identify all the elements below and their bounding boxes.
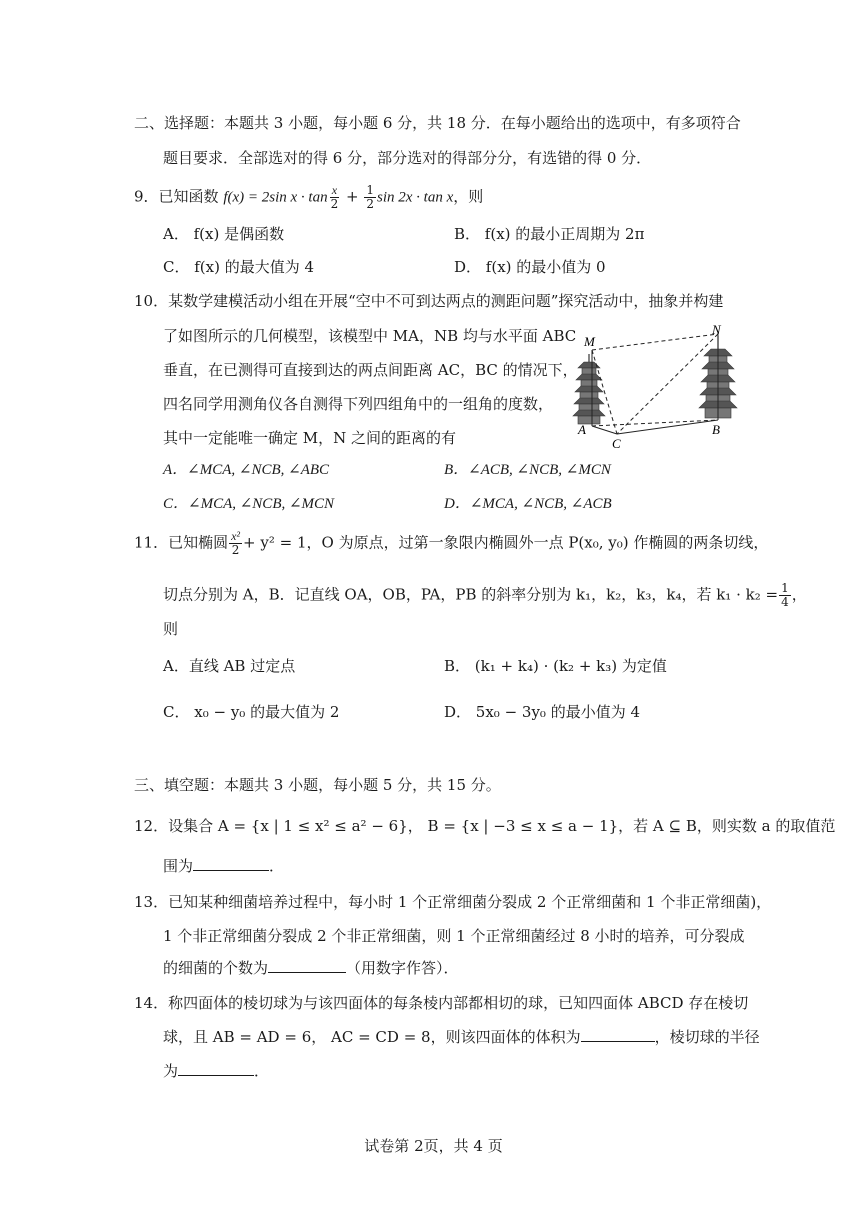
q14-line2-pre: 球，且 AB = AD = 6， AC = CD = 8，则该四面体的体积为: [163, 1028, 581, 1046]
q11-frac-num: x²: [231, 529, 241, 543]
line-AC: [592, 426, 617, 434]
q10-stem-line2: 了如图所示的几何模型，该模型中 MA，NB 均与水平面 ABC: [163, 327, 577, 345]
q9-stem: [134, 184, 483, 211]
q13-answer-blank: [268, 958, 346, 973]
q9-frac2-den: 2: [366, 197, 374, 211]
q12-answer-blank: [193, 856, 269, 871]
q13-line3-post: （用数字作答）．: [346, 959, 459, 977]
q11-option-b: B． (k₁ + k₄) · (k₂ + k₃) 为定值: [444, 657, 667, 675]
q11-stem-line1: [134, 530, 768, 557]
q11-frac-1-over-4: [779, 582, 791, 609]
q11-frac-x2-over-2: [229, 530, 242, 557]
q9-frac-x-over-2: [329, 184, 341, 211]
q13-line3-pre: 的细菌的个数为: [163, 959, 269, 977]
q14-stem-line1: 14．称四面体的棱切球为与该四面体的每条棱内部都相切的球，已知四面体 ABCD 存在棱切: [134, 994, 749, 1012]
section3-heading: 三、填空题：本题共 3 小题，每小题 5 分，共 15 分。: [134, 776, 501, 794]
q11-option-c: C． x₀ − y₀ 的最大值为 2: [163, 703, 340, 721]
section2-heading-line2: 题目要求．全部选对的得 6 分，部分选对的得部分分，有选错的得 0 分．: [163, 149, 652, 167]
q11-frac2-den: 4: [781, 595, 789, 609]
q9-frac1-den: 2: [330, 197, 339, 211]
q9-option-c: C． f(x) 的最大值为 4: [163, 258, 315, 276]
q11-prefix: 11．已知椭圆: [134, 533, 229, 552]
q14-answer-blank-radius: [178, 1061, 254, 1076]
q9-option-d: D． f(x) 的最小值为 0: [454, 258, 606, 276]
q11-line2-text: 切点分别为 A，B．记直线 OA，OB，PA，PB 的斜率分别为 k₁，k₂，k₃，k₄，若 k₁ · k₂ =: [163, 585, 779, 604]
q9-suffix: ，则: [453, 187, 484, 206]
q10-option-b: B．∠ACB, ∠NCB, ∠MCN: [444, 462, 611, 478]
q14-line2-post: ，棱切球的半径: [654, 1028, 760, 1046]
q13-stem-line3: [163, 958, 459, 978]
line-NC: [617, 334, 718, 434]
q12-stem-line2: [163, 856, 284, 876]
page-footer: 试卷第 2页，共 4 页: [364, 1137, 503, 1155]
q12-line2-pre: 围为: [163, 857, 194, 875]
q9-option-b: B． f(x) 的最小正周期为 2π: [454, 225, 645, 243]
fig-label-N: N: [712, 322, 721, 337]
q12-stem-line1: 12．设集合 A = {x | 1 ≤ x² ≤ a² − 6}， B = {x | −3 ≤ x ≤ a − 1}，若 A ⊆ B，则实数 a 的取值范: [134, 817, 836, 835]
q11-mid: + y² = 1，O 为原点，过第一象限内椭圆外一点 P(x₀, y₀) 作椭圆的两条切线，: [243, 533, 769, 552]
q10-option-d: D．∠MCA, ∠NCB, ∠ACB: [444, 496, 612, 512]
left-pagoda-illustration: [573, 354, 605, 424]
q14-line3-pre: 为: [163, 1062, 179, 1080]
q9-formula-part1: f(x) = 2sin x · tan: [223, 189, 328, 206]
q9-prefix: 9．已知函数: [134, 187, 224, 206]
q10-stem-line1: 10．某数学建模活动小组在开展“空中不可到达两点的测距问题”探究活动中，抽象并构建: [134, 292, 724, 310]
fig-label-A: A: [578, 422, 586, 437]
q9-plus: +: [341, 187, 364, 206]
q9-frac1-num: x: [331, 183, 338, 197]
q14-stem-line2: [163, 1027, 760, 1047]
q11-stem-line2: [163, 582, 807, 609]
q10-figure: [572, 322, 742, 452]
q11-stem-line3: 则: [163, 620, 179, 638]
q9-frac2-num: 1: [366, 183, 374, 197]
q12-line2-post: ．: [269, 857, 285, 875]
q14-answer-blank-volume: [581, 1027, 655, 1042]
q11-frac-den: 2: [231, 543, 240, 557]
fig-label-M: M: [584, 334, 595, 349]
q9-option-a: A． f(x) 是偶函数: [163, 225, 285, 243]
line-MN: [592, 334, 718, 350]
line-CB: [617, 420, 718, 434]
fig-label-B: B: [712, 422, 720, 437]
q10-option-c: C．∠MCA, ∠NCB, ∠MCN: [163, 496, 335, 512]
q11-frac2-num: 1: [781, 581, 789, 595]
q9-frac-1-over-2: [364, 184, 376, 211]
q14-stem-line3: [163, 1061, 269, 1081]
q11-option-d: D． 5x₀ − 3y₀ 的最小值为 4: [444, 703, 641, 721]
q13-stem-line2: 1 个非正常细菌分裂成 2 个非正常细菌，则 1 个正常细菌经过 8 小时的培养，可分裂成: [163, 927, 745, 945]
q14-line3-post: ．: [254, 1062, 270, 1080]
q10-option-a: A．∠MCA, ∠NCB, ∠ABC: [163, 462, 330, 478]
q10-stem-line5: 其中一定能唯一确定 M，N 之间的距离的有: [163, 429, 457, 447]
fig-label-C: C: [612, 436, 621, 451]
section2-heading-line1: 二、选择题：本题共 3 小题，每小题 6 分，共 18 分．在每小题给出的选项中，有多项符合: [134, 114, 741, 132]
q11-line2-end: ，: [791, 585, 807, 604]
q9-formula-part2: sin 2x · tan x: [376, 189, 454, 206]
q10-stem-line4: 四名同学用测角仪各自测得下列四组角中的一组角的度数，: [163, 395, 554, 413]
q11-option-a: A．直线 AB 过定点: [163, 657, 296, 675]
q13-stem-line1: 13．已知某种细菌培养过程中，每小时 1 个正常细菌分裂成 2 个正常细菌和 1 个非正常细菌)，: [134, 893, 772, 911]
q10-stem-line3: 垂直，在已测得可直接到达的两点间距离 AC，BC 的情况下，: [163, 361, 578, 379]
